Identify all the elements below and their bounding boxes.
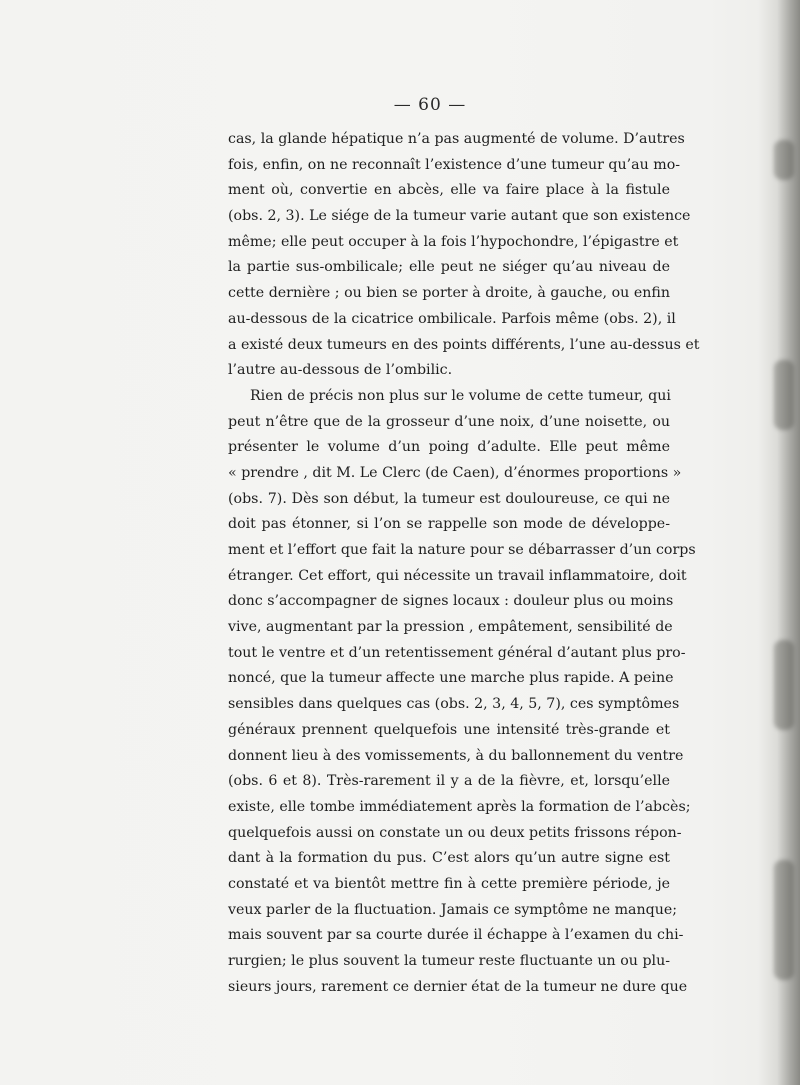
text-line: vive, augmentant par la pression , empâtement, sensibilité de	[228, 619, 673, 636]
text-line: rurgien; le plus souvent la tumeur reste fluctuante un ou plu-	[228, 953, 670, 969]
text-line: constaté et va bientôt mettre fin à cette première période, je	[228, 875, 670, 892]
text-line: (obs. 2, 3). Le siége de la tumeur varie autant que son existence	[228, 208, 691, 225]
text-line: noncé, que la tumeur affecte une marche plus rapide. A peine	[228, 670, 674, 687]
text-line: présenter le volume d’un poing d’adulte. Elle peut même	[228, 439, 670, 456]
text-line: (obs. 6 et 8). Très-rarement il y a de la fièvre, et, lorsqu’elle	[228, 773, 670, 790]
text-line: doit pas étonner, si l’on se rappelle son mode de développe-	[228, 516, 670, 533]
page-edge-stain	[774, 140, 794, 180]
text-line: sieurs jours, rarement ce dernier état de la tumeur ne dure que	[228, 978, 688, 995]
text-line: a existé deux tumeurs en des points différents, l’une au-dessus et	[228, 336, 700, 353]
text-line: donnent lieu à des vomissements, à du ballonnement du ventre	[228, 747, 684, 764]
page-number: — 60 —	[393, 95, 467, 115]
text-line: veux parler de la fluctuation. Jamais ce symptôme ne manque;	[228, 901, 678, 918]
text-line: « prendre , dit M. Le Clerc (de Caen), d’énormes proportions »	[228, 464, 682, 481]
text-line: étranger. Cet effort, qui nécessite un travail inflammatoire, doit	[228, 567, 687, 584]
text-line: cette dernière ; ou bien se porter à droite, à gauche, ou enfin	[228, 285, 670, 302]
body-text	[228, 127, 700, 1000]
text-line: généraux prennent quelquefois une intensité très-grande et	[228, 721, 670, 738]
page-edge-stain	[774, 640, 794, 730]
text-line: cas, la glande hépatique n’a pas augmenté de volume. D’autres	[228, 131, 685, 147]
text-line: dant à la formation du pus. C’est alors qu’un autre signe est	[228, 850, 670, 867]
text-line: Rien de précis non plus sur le volume de cette tumeur, qui	[250, 387, 671, 404]
text-line: la partie sus-ombilicale; elle peut ne siéger qu’au niveau de	[228, 259, 670, 276]
text-line: sensibles dans quelques cas (obs. 2, 3, 4, 5, 7), ces symptômes	[228, 696, 680, 713]
text-line: existe, elle tombe immédiatement après la formation de l’abcès;	[228, 798, 691, 815]
text-line: même; elle peut occuper à la fois l’hypochondre, l’épigastre et	[228, 233, 679, 250]
text-line: l’autre au-dessous de l’ombilic.	[228, 362, 453, 379]
text-line: donc s’accompagner de signes locaux : douleur plus ou moins	[228, 593, 674, 610]
text-line: ment où, convertie en abcès, elle va faire place à la fistule	[228, 182, 670, 199]
text-line: ment et l’effort que fait la nature pour se débarrasser d’un corps	[228, 542, 696, 558]
text-line: fois, enfin, on ne reconnaît l’existence d’une tumeur qu’au mo-	[228, 156, 681, 173]
text-line: au-dessous de la cicatrice ombilicale. Parfois même (obs. 2), il	[228, 310, 676, 327]
page-edge-stain	[774, 360, 794, 430]
page-edge-stain	[774, 860, 794, 980]
text-line: peut n’être que de la grosseur d’une noix, d’une noisette, ou	[228, 413, 670, 430]
text-line: (obs. 7). Dès son début, la tumeur est douloureuse, ce qui ne	[228, 490, 670, 507]
text-line: quelquefois aussi on constate un ou deux petits frissons répon-	[228, 824, 682, 841]
text-line: mais souvent par sa courte durée il échappe à l’examen du chi-	[228, 927, 684, 944]
text-line: tout le ventre et d’un retentissement général d’autant plus pro-	[228, 644, 686, 661]
